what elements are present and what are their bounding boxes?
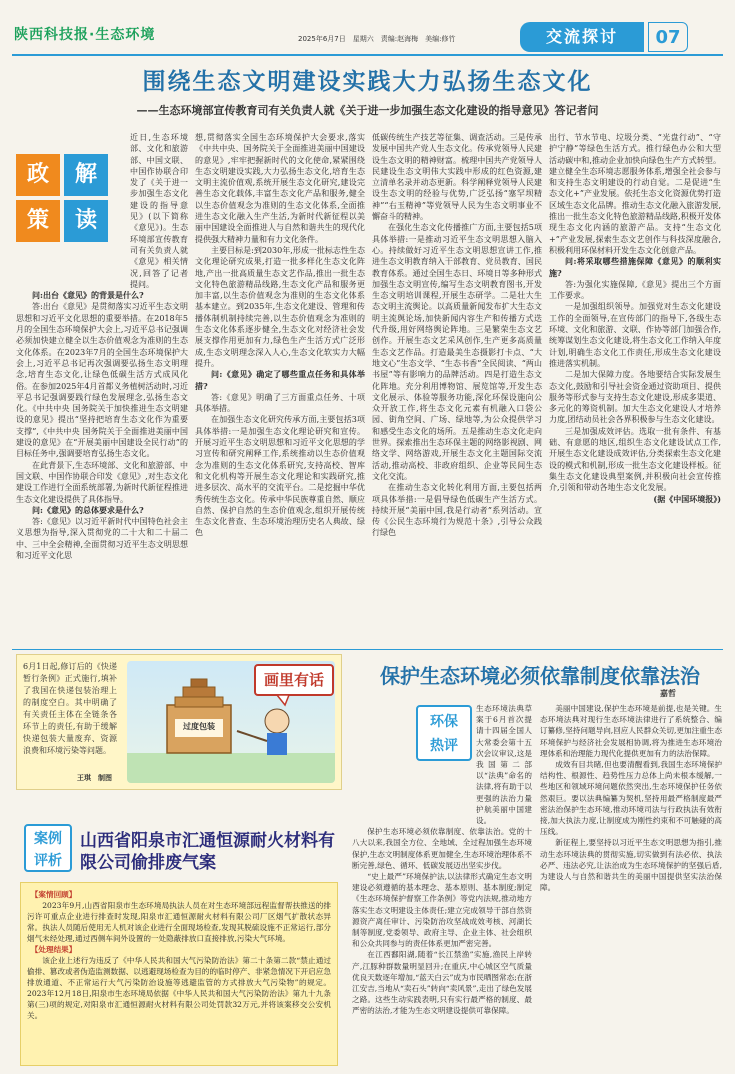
page-number: 07 (648, 22, 688, 52)
article-column-1 (16, 132, 188, 640)
case-title: 山西省阳泉市汇通恒源耐火材料有限公司偷排废气案 (80, 831, 335, 873)
commentary-intro: 生态环境法典草案于6月首次提请十四届全国人大常委会第十五次会议审议,这是我国第二部以“法典”命名的法律,将有助于以更强的法治力量护航美丽中国建设。 (476, 704, 532, 826)
case-tag (24, 824, 72, 872)
package-label: 过度包装 (183, 721, 215, 731)
case-review-text: 2023年9月,山西省阳泉市生态环境局执法人员在对生态环境部远程监督帮扶推送的排污许可重点企业进行排查时发现,阳泉市汇通恒源耐火材料有限公司厂区烟气扩散状态异常。执法人员随后使用无人机对该企业进行全面现场检查,发现其脱硫设施不正常运行,部分烟气未经处理,通过西侧车间外设置的一处隐蔽排放口直接排放,污染大气环境。 (27, 901, 331, 943)
commentary-title: 保护生态环境必须依靠制度依靠法治 (380, 664, 700, 688)
commentary-paragraph-4: 在江西鄱阳湖,随着“长江禁渔”实施,渔民上岸转产,江豚种群数量明显回升;在重庆,中心城区空气质量优良天数逐年增加,“蓝天白云”成为市民晒图常态;在浙江安吉,当地从“卖石头”转向“卖风景”,走出了绿色发展之路。这些生动实践表明,只有实行最严格的制度、最严密的法治,才能为生态文明建设提供可靠保障。 (352, 950, 532, 1016)
cartoon-description: 6月1日起,修订后的《快递暂行条例》正式施行,填补了我国在快递包装治理上的制度空白。其中明确了有关责任主体在全链条各环节上的责任,有助于缓解快递包装大量废弃、资源浪费和环境污染等问题。 (23, 662, 117, 755)
commentary-author: 嘉哲 (660, 688, 676, 698)
case-review-panel (16, 800, 342, 1068)
answer-1: 答:出台《意见》是贯彻落实习近平生态文明思想和习近平文化思想的重要举措。在2018年5月的全国生态环境保护大会上,习近平总书记强调必须加快建立健全以生态价值观念为准则的生态文化体系。在2023年7月的全国生态环境保护大会上,习近平总书记再次强调要弘扬生态文明理念,培育生态文化,让绿色低碳生活方式成风化俗。在参加2025年4月首都义务植树活动时,习近平总书记强调要践行绿色发展理念,弘扬生态文化。《中共中央 国务院关于加快推进生态文明建设的意见》提出“坚持把培育生态文化作为重要支撑”,《中共中央 国务院关于全面推进美丽中国建设的意见》在“开展美丽中国建设全民行动”的目标任务中,强调要培育弘扬生态文化。 (16, 302, 188, 459)
case-result-text: 该企业上述行为违反了《中华人民共和国大气污染防治法》第二十条第二款“禁止通过偷排、篡改或者伪造监测数据、以逃避现场检查为目的的临时停产、非紧急情况下开启应急排放通道、不正常运行大气污染防治设施等逃避监管的方式排放大气污染物”的规定。2023年12月18日,阳泉市生态环境局依据《中华人民共和国大气污染防治法》第九十九条第(三)项的规定,对阳泉市汇通恒源耐火材料有限公司处罚款32万元,并将该案移交公安机关。 (27, 956, 331, 1020)
question-2: 问:《意见》的总体要求是什么? (32, 504, 144, 515)
cartoon-credit: 王琪 制图 (77, 773, 112, 782)
paragraph-context: 在此背景下,生态环境部、文化和旅游部、中国文联、中国作协联合印发《意见》,对生态文化建设工作进行全面系统部署,为新时代新征程推进生态文化建设提供了具体指导。 (16, 460, 188, 504)
commentary-paragraph-7: 新征程上,要坚持以习近平生态文明思想为指引,推动生态环境法典的贯彻实施,切实做到有法必依、执法必严、违法必究,让法治成为生态环境保护的坚强后盾,为建设人与自然和谐共生的美丽中国提供坚实法治保障。 (540, 838, 722, 893)
col4-paragraph-support: 二是加大保障力度。各地要结合实际发展生态文化,鼓励和引导社会资金通过资助项目、提供服务等形式参与支持生态文化建设,形成多渠道、多元化的筹资机制。加大生态文化建设人才培养力度,团结动员社会各界积极参与生态文化建设。 (549, 370, 721, 425)
article-column-2 (195, 132, 365, 640)
col3-paragraph-1: 低碳传统生产技艺等征集、调查活动。三是传承发展中国共产党人生态文化。传承党领导人民建设生态文明的精神财富。梳理中国共产党领导人民建设生态文明伟大实践中形成的红色资源,建立清单名录并动态更新。科学阐释党领导人民建设生态文明的经验与优势,广泛弘扬“塞罕坝精神”“右玉精神”等党领导人民为生态文明事业不懈奋斗的精神。 (372, 133, 542, 222)
badge-char-1: 政 (16, 154, 60, 196)
col3-paragraph-spread: 在强化生态文化传播推广方面,主要包括5项具体举措:一是推动习近平生态文明思想入脑入心。持续做好习近平生态文明思想宣讲工作,推进生态文明教育纳入干部教育、党员教育、国民教育体系。通过全国生态日、环境日等多种形式加强生态文明宣传,编写生态文明教育图书,开发生态文明培训课程,开展生态研学。二是壮大生态文明主流舆论。以高质量新闻发布扩大生态文明主流舆论场,加快新闻内容生产和传播方式迭代升级,用好网络舆论阵地。三是繁荣生态文艺创作。开展生态文艺采风创作,生产更多高质量生态文艺作品。打造最美生态摄影打卡点、“大地文心”生态文学、“生态书香”全民阅读、“两山书屋”等有影响力的品牌活动。四是打造生态文化阵地。充分利用博物馆、展览馆等,开发生态文化展示、体验等服务功能,深化环保设施向公众开放工作,将生态文化元素有机融入口袋公园、街角空间、广场、绿地等,为公众提供学习和感受生态文化的场所。五是推动生态文化走向世界。探索推出生态环保主题的网络影视剧、网络文学、网络游戏,开展生态文化主题国际交流活动,推动高校、非政府组织、企业等民间生态文化交流。 (372, 223, 542, 481)
col4-paragraph-evaluation: 三是加强成效评估。选取一批有条件、有基础、有意愿的地区,组织生态文化建设试点工作,开展生态文化建设成效评估,分类探索生态文化建设的模式和机制,形成一批生态文化建设样板。征集生态文化建设典型案例,并积极向社会宣传推介,引领和带动各地生态文化发展。 (549, 426, 721, 493)
masthead-rule (12, 54, 723, 56)
col2-paragraph-1: 想,贯彻落实全国生态环境保护大会要求,落实《中共中央、国务院关于全面推进美丽中国建设的意见》,牢牢把握新时代的文化使命,紧紧围绕生态文明建设实践,大力弘扬生态文化,培育生态文明主流价值观,系统开展生态文化研究,建设完善生态文化载体,丰富生态文化产品和服务,健全以生态价值观念为准则的生态文化体系,全面推进生态文化融入生产生活,为新时代新征程以美丽中国建设全面推进人与自然和谐共生的现代化提供强大精神力量和有力文化条件。 (195, 133, 365, 244)
commentary-paragraph-5: 美丽中国建设,保护生态环境是前提,也是关键。生态环境法典对现行生态环境法律进行了系统整合、编订纂修,坚持问题导向,回应人民群众关切,更加注重生态环境保护与经济社会发展相协调,将为推进生态环境治理体系和治理能力现代化提供更加有力的法治保障。 (540, 704, 722, 758)
col2-paragraph-goals: 主要目标是:到2030年,形成一批标志性生态文化理论研究成果,打造一批多样化生态文化阵地,产出一批高质量生态文艺作品,推出一批生态文化特色旅游精品线路,生态文化产品和服务更加丰富,以生态价值观念为准则的生态文化体系基本建立。到2035年,生态文化建设、管理和传播体制机制持续完善,以生态价值观念为准则的生态文化体系逐步健全,生态文化对经济社会发展支撑作用更加有力,绿色生产生活方式广泛形成,生态文明理念深入人心,生态文化软实力大幅提升。 (195, 245, 365, 368)
answer-2: 答:《意见》以习近平新时代中国特色社会主义思想为指导,深入贯彻党的二十大和二十届二中、三中全会精神,全面贯彻习近平生态文明思想和习近平文化思 (16, 517, 188, 560)
case-tag-line-1: 案例 (34, 831, 62, 847)
commentary-paragraph-3: “史上最严”环境保护法,以法律形式确定生态文明建设必须遵循的基本理念、基本原则、基本制度;制定《生态环境保护督察工作条例》等党内法规,推动地方落实生态文明建设主体责任;建立完成领导干部自然资源资产离任审计、污染防治攻坚战成效考核、河湖长制等制度,党委领导、政府主导、企业主体、社会组织和公众共同参与的责任体系更加严密完善。 (352, 872, 532, 949)
main-subhead: ——生态环境部宣传教育司有关负责人就《关于进一步加强生态文化建设的指导意见》答记者问 (136, 104, 599, 117)
answer-4: 答:为强化实施保障,《意见》提出三个方面工作要求。 (549, 279, 721, 301)
cartoon-illustration (127, 661, 335, 783)
intro-paragraph: 近日,生态环境部、文化和旅游部、中国文联、中国作协联合印发了《关于进一步加强生态文化建设的指导意见》(以下简称《意见》)。生态环境部宣传教育司有关负责人就《意见》相关情况,回答了记者提问。 (130, 133, 188, 289)
article-source: (据《中国环境报》) (653, 493, 721, 504)
cartoon-caption: 画里有话 (263, 671, 324, 689)
col3-paragraph-apply: 在推动生态文化转化利用方面,主要包括两项具体举措:一是倡导绿色低碳生产生活方式。持续开展“美丽中国,我是行动者”系列活动。宣传《公民生态环境行为规范十条》,引导公众践行绿色 (372, 483, 542, 538)
commentary-paragraph-6: 成效有目共睹,但也要清醒看到,我国生态环境保护结构性、根源性、趋势性压力总体上尚未根本缓解,一些地区和领域环境问题依然突出,生态环境保护任务依然艰巨。要以法典编纂为契机,坚持用最严格制度最严密法治保护生态环境,推动环境司法与行政执法有效衔接,加大执法力度,让制度成为刚性约束和不可触碰的高压线。 (540, 760, 722, 837)
article-column-3 (372, 132, 542, 640)
badge-char-3: 策 (16, 200, 60, 242)
masthead (0, 0, 735, 54)
question-3: 问:《意见》确定了哪些重点任务和具体举措? (195, 369, 365, 391)
case-content-box (20, 882, 338, 1066)
case-result-label: 【处理结果】 (30, 945, 77, 954)
main-headline: 围绕生态文明建设实践大力弘扬生态文化 (142, 69, 593, 95)
col4-paragraph-1: 出行、节水节电、垃圾分类、“光盘行动”、“守护宁静”等绿色生活方式。推行绿色办公和大型活动碳中和,推动企业加快向绿色生产方式转型。建立健全生态环境志愿服务体系,增强全社会参与和支持生态文明建设的行动自觉。二是促进“生态文化+”产业发展。依托生态文化资源优势打造区域生态文化品牌。推动生态文化融入旅游发展,推出一批生态文化特色旅游精品线路,积极开发体现生态文化内涵的旅游产品。支持“生态文化+”产业发展,探索生态文艺创作与科技深度融合,积极利用环保材料开发生态文化创意产品。 (549, 133, 721, 255)
commentary-tag-line-1: 环保 (430, 714, 458, 730)
commentary-paragraph-2: 保护生态环境必须依靠制度、依靠法治。党的十八大以来,我国全方位、全地域、全过程加强生态环境保护,生态文明制度体系更加健全,生态环境治理体系不断完善,绿色、循环、低碳发展迈出坚实步伐。 (352, 827, 532, 870)
newspaper-name: 陕西科技报·生态环境 (14, 27, 156, 43)
badge-char-2: 解 (64, 154, 108, 196)
badge-char-4: 读 (64, 200, 108, 242)
commentary-column-2 (540, 703, 722, 1067)
commentary-column-1 (352, 703, 532, 1067)
col4-paragraph-leadership: 一是加强组织领导。加强党对生态文化建设工作的全面领导,在宣传部门的指导下,各级生态环境、文化和旅游、文联、作协等部门加强合作,统筹谋划生态文化建设,将生态文化工作纳入年度计划,明确生态文化工作责任,形成生态文化建设推进落实机制。 (549, 302, 721, 368)
question-1: 问:出台《意见》的背景是什么? (32, 290, 144, 301)
case-review-label: 【案情回顾】 (30, 890, 77, 899)
commentary-tag-line-2: 热评 (430, 738, 458, 754)
answer-3: 答:《意见》明确了三方面重点任务、十项具体举措。 (195, 392, 365, 414)
section-tab: 交流探讨 (520, 22, 644, 52)
question-4: 问:将采取哪些措施保障《意见》的顺利实施? (549, 256, 721, 278)
issue-info: 2025年6月7日 星期六 责编:赵海梅 美编:修竹 (298, 35, 456, 43)
col2-paragraph-research: 在加强生态文化研究传承方面,主要包括3项具体举措:一是加强生态文化理论研究和宣传。开展习近平生态文明思想和习近平文化思想的学习宣传和研究阐释工作,系统推动以生态价值观念为准则的生态文化体系研究,支持高校、智库和文化机构等开展生态文化理论和实践研究,推进多层次、高水平的交流平台。二是挖掘中华优秀传统生态文化。传承中华民族尊重自然、顺应自然、保护自然的生态价值观念,组织开展传统生态文化普查、生态环境治理历史名人典故、绿色 (195, 415, 365, 538)
case-tag-line-2: 评析 (34, 853, 62, 869)
article-column-4 (549, 132, 721, 642)
section-divider (12, 649, 723, 650)
cartoon-panel (16, 654, 342, 790)
